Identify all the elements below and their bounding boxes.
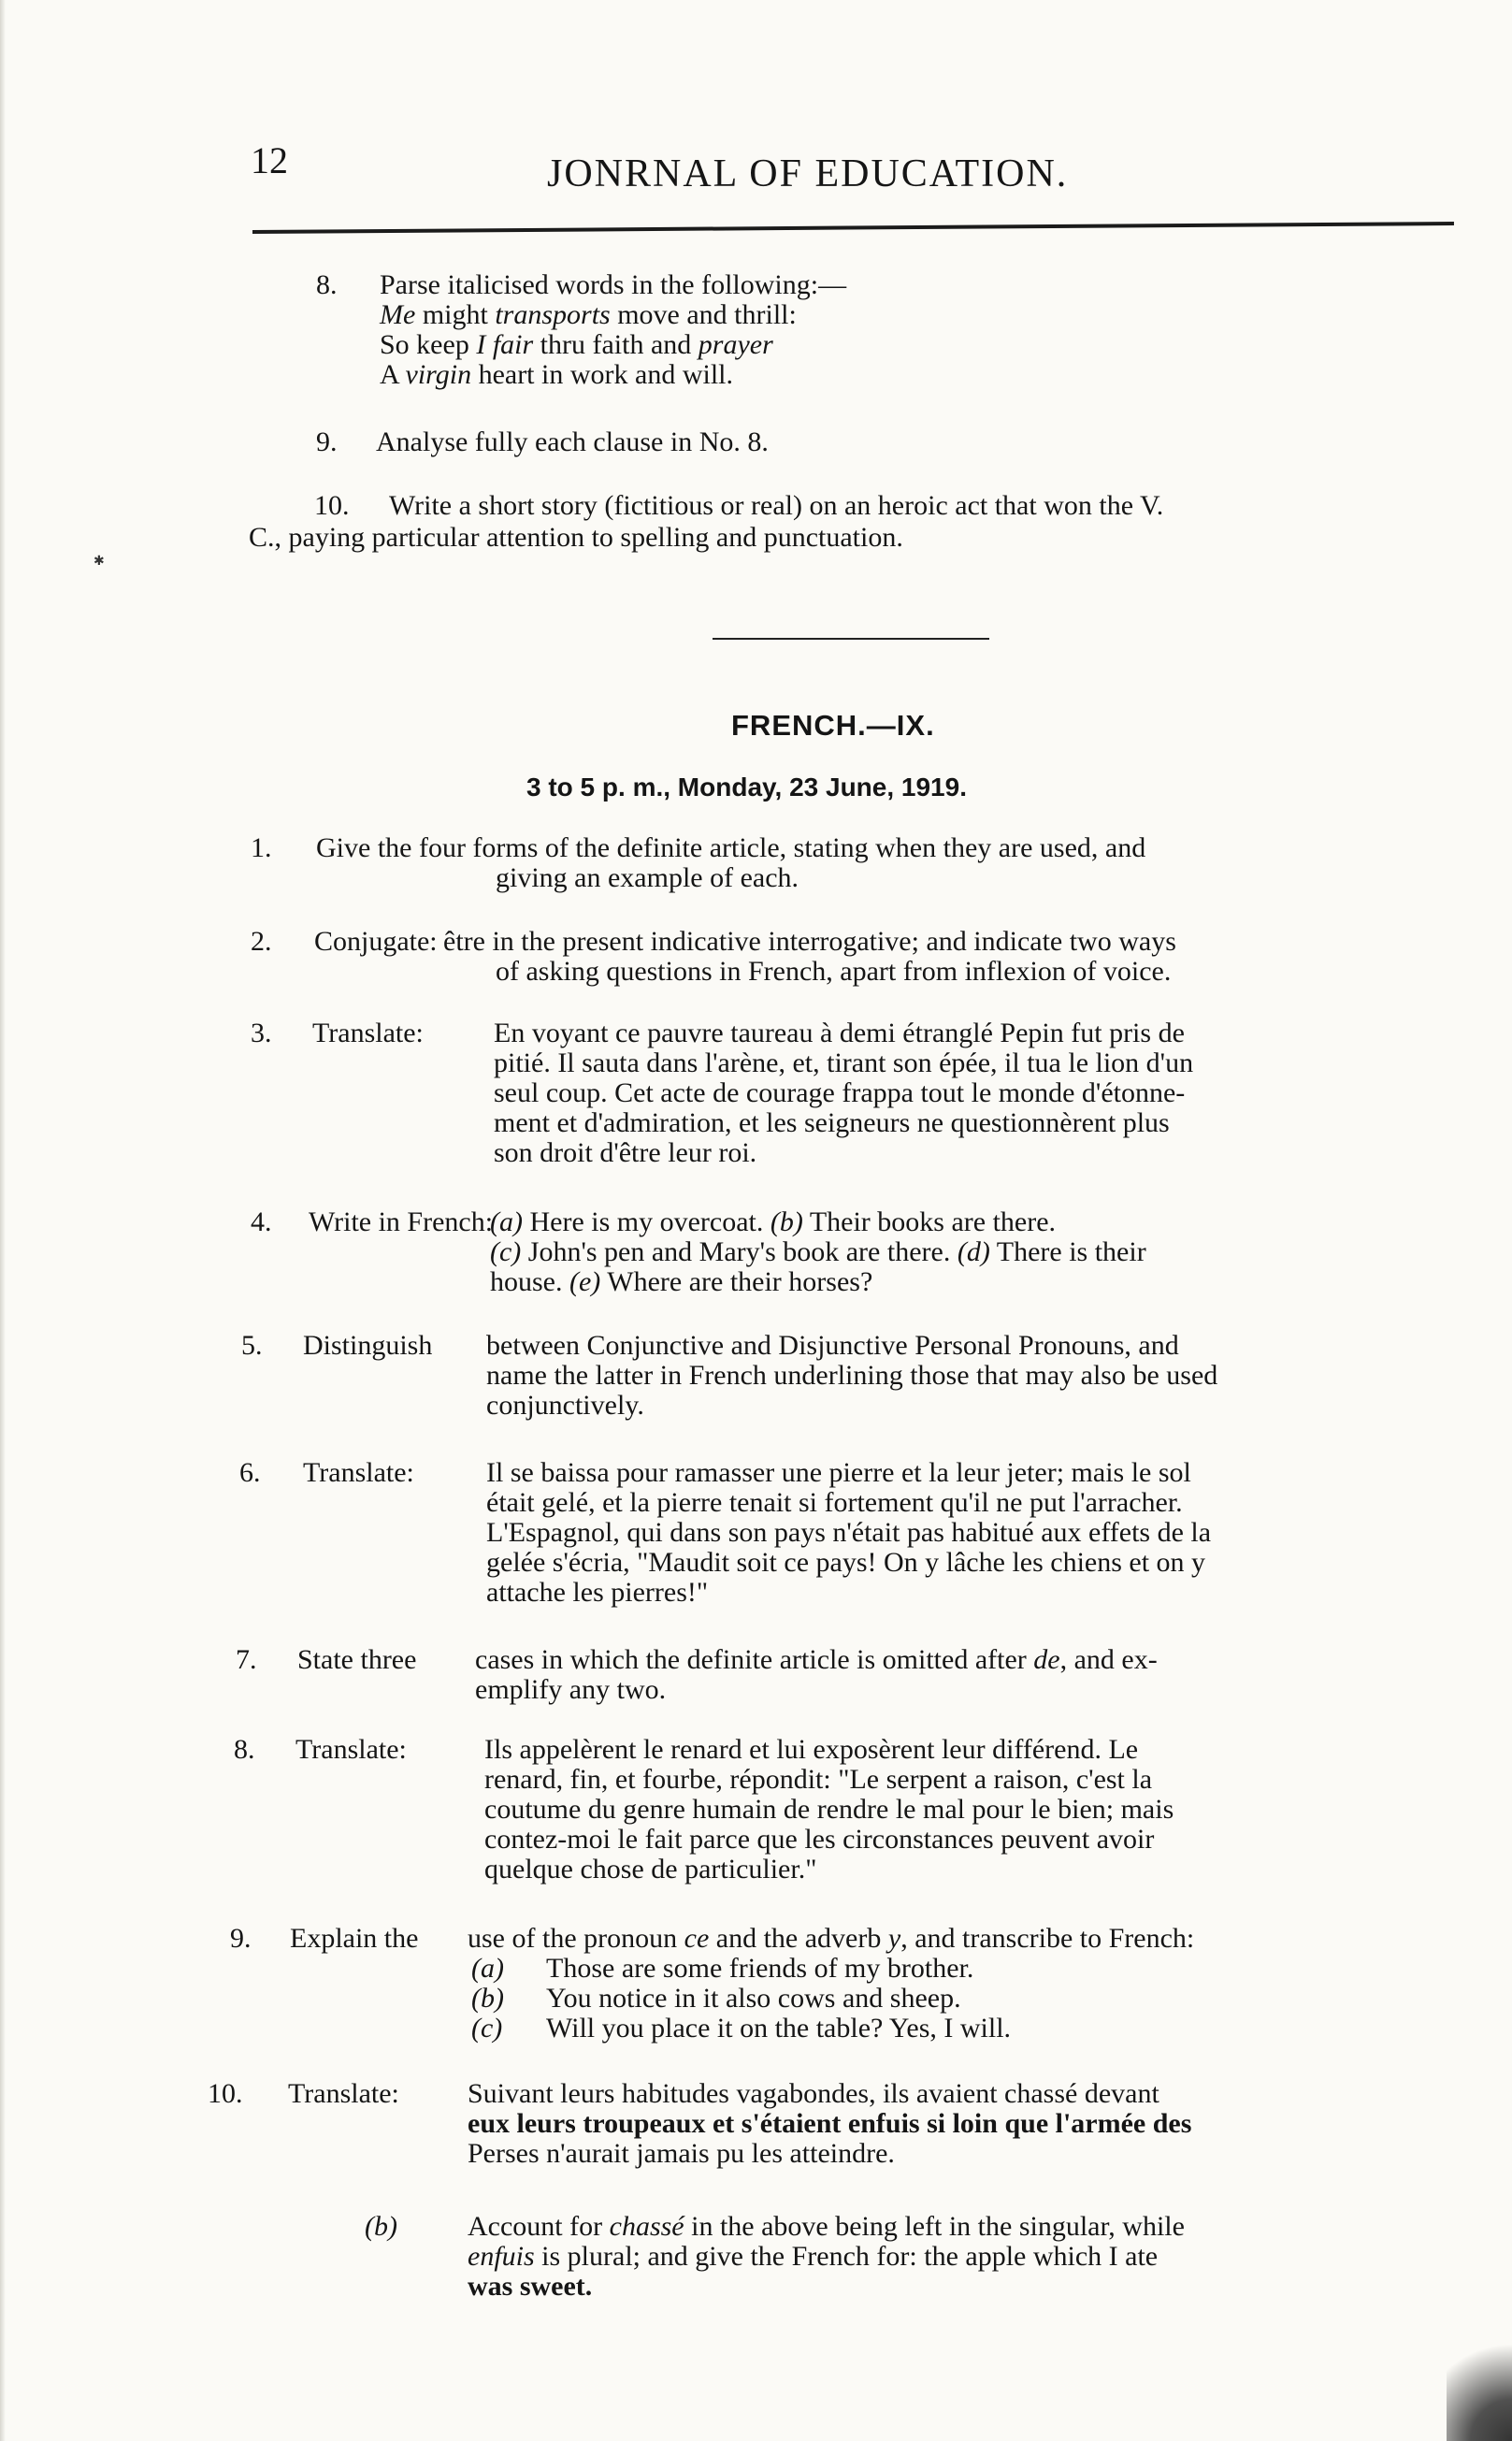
question-line: house. (e) Where are their horses? xyxy=(490,1266,873,1297)
passage-line: Suivant leurs habitudes vagabondes, ils avaient chassé devant xyxy=(468,2078,1159,2109)
question-number: 7. xyxy=(236,1644,257,1675)
passage-line: Il se baissa pour ramasser une pierre et la leur jeter; mais le sol xyxy=(486,1457,1191,1488)
sub-item-label-b: (b) xyxy=(471,1983,504,2014)
passage-line: Perses n'aurait jamais pu les atteindre. xyxy=(468,2138,895,2169)
question-line: use of the pronoun ce and the adverb y, and transcribe to French: xyxy=(468,1923,1195,1954)
question-number: 5. xyxy=(241,1330,263,1361)
passage-line: coutume du genre humain de rendre le mal pour le bien; mais xyxy=(484,1794,1174,1825)
question-line: giving an example of each. xyxy=(496,862,799,893)
passage-line: son droit d'être leur roi. xyxy=(494,1137,757,1168)
passage-line: gelée s'écria, "Maudit soit ce pays! On y lâche les chiens et on y xyxy=(486,1547,1206,1578)
question-label: State three xyxy=(297,1644,417,1675)
scan-edge-shadow xyxy=(0,0,6,2441)
ink-speck: ✱ xyxy=(94,555,105,569)
question-line: (a) Here is my overcoat. (b) Their books are there. xyxy=(490,1206,1057,1237)
question-label: Translate: xyxy=(288,2078,399,2109)
passage-line: seul coup. Cet acte de courage frappa tout le monde d'étonne- xyxy=(494,1077,1186,1108)
question-line: C., paying particular attention to spelling and punctuation. xyxy=(249,522,903,553)
question-number: 1. xyxy=(251,832,272,863)
question-label: Explain the xyxy=(290,1923,419,1954)
question-number: 10. xyxy=(208,2078,243,2109)
passage-line: renard, fin, et fourbe, répondit: "Le serpent a raison, c'est la xyxy=(484,1764,1153,1795)
sub-item-label-c: (c) xyxy=(471,2013,503,2044)
question-number: 8. xyxy=(316,269,338,300)
question-line: Give the four forms of the definite article, stating when they are used, and xyxy=(316,832,1146,863)
question-number: 6. xyxy=(239,1457,261,1488)
exam-schedule: 3 to 5 p. m., Monday, 23 June, 1919. xyxy=(526,773,967,802)
question-number: 9. xyxy=(230,1923,252,1954)
journal-title: JONRNAL OF EDUCATION. xyxy=(547,152,1069,195)
passage-line: Ils appelèrent le renard et lui exposèrent leur différend. Le xyxy=(484,1734,1139,1765)
question-line: of asking questions in French, apart from inflexion of voice. xyxy=(496,956,1172,987)
question-label: Translate: xyxy=(295,1734,407,1765)
question-label: Write in French: xyxy=(309,1206,494,1237)
sub-item-text-b: You notice in it also cows and sheep. xyxy=(546,1983,961,2014)
question-text: Analyse fully each clause in No. 8. xyxy=(376,426,769,457)
passage-line: attache les pierres!" xyxy=(486,1577,709,1608)
passage-line: était gelé, et la pierre tenait si fortement qu'il ne put l'arracher. xyxy=(486,1487,1183,1518)
poem-line-1: Me might transports move and thrill: xyxy=(380,299,797,330)
question-line: être in the present indicative interrogative; and indicate two ways xyxy=(443,926,1176,957)
sub-item-label-b: (b) xyxy=(365,2211,397,2242)
question-label: Translate: xyxy=(312,1018,424,1048)
question-number: 4. xyxy=(251,1206,272,1237)
question-line: Parse italicised words in the following:— xyxy=(380,269,847,300)
sub-item-text-a: Those are some friends of my brother. xyxy=(546,1953,974,1984)
poem-line-2: So keep I fair thru faith and prayer xyxy=(380,329,773,360)
passage-line: contez-moi le fait parce que les circonstances peuvent avoir xyxy=(484,1824,1155,1855)
header-rule xyxy=(252,222,1454,234)
question-line: cases in which the definite article is omitted after de, and ex- xyxy=(475,1644,1158,1675)
sub-item-line: enfuis is plural; and give the French for: the apple which I ate xyxy=(468,2241,1159,2272)
question-number: 2. xyxy=(251,926,272,957)
passage-line: ment et d'admiration, et les seigneurs ne questionnèrent plus xyxy=(494,1107,1170,1138)
question-line: emplify any two. xyxy=(475,1674,667,1705)
question-label: Conjugate: xyxy=(314,926,438,957)
question-number: 3. xyxy=(251,1018,272,1048)
question-label: Translate: xyxy=(303,1457,414,1488)
question-line: between Conjunctive and Disjunctive Personal Pronouns, and xyxy=(486,1330,1179,1361)
question-label: Distinguish xyxy=(303,1330,433,1361)
question-number: 8. xyxy=(234,1734,255,1765)
passage-line: En voyant ce pauvre taureau à demi étranglé Pepin fut pris de xyxy=(494,1018,1185,1048)
passage-line: eux leurs troupeaux et s'étaient enfuis si loin que l'armée des xyxy=(468,2108,1192,2139)
passage-line: pitié. Il sauta dans l'arène, et, tirant son épée, il tua le lion d'un xyxy=(494,1047,1194,1078)
page-corner-shadow xyxy=(1447,2319,1512,2441)
question-number: 9. xyxy=(316,426,338,457)
passage-line: L'Espagnol, qui dans son pays n'était pas habitué aux effets de la xyxy=(486,1517,1212,1548)
section-title: FRENCH.—IX. xyxy=(731,709,935,742)
poem-line-3: A virgin heart in work and will. xyxy=(380,359,733,390)
page-number: 12 xyxy=(251,139,288,181)
question-number: 10. xyxy=(314,490,350,521)
sub-item-line: was sweet. xyxy=(468,2271,593,2302)
section-divider xyxy=(713,638,989,640)
sub-item-label-a: (a) xyxy=(471,1953,504,1984)
question-line: name the latter in French underlining those that may also be used xyxy=(486,1360,1218,1391)
sub-item-text-c: Will you place it on the table? Yes, I will. xyxy=(546,2013,1012,2044)
sub-item-line: Account for chassé in the above being left in the singular, while xyxy=(468,2211,1185,2242)
question-line: Write a short story (fictitious or real) on an heroic act that won the V. xyxy=(389,490,1164,521)
question-line: conjunctively. xyxy=(486,1390,644,1421)
question-line: (c) John's pen and Mary's book are there. (d) There is their xyxy=(490,1236,1146,1267)
passage-line: quelque chose de particulier." xyxy=(484,1854,817,1885)
